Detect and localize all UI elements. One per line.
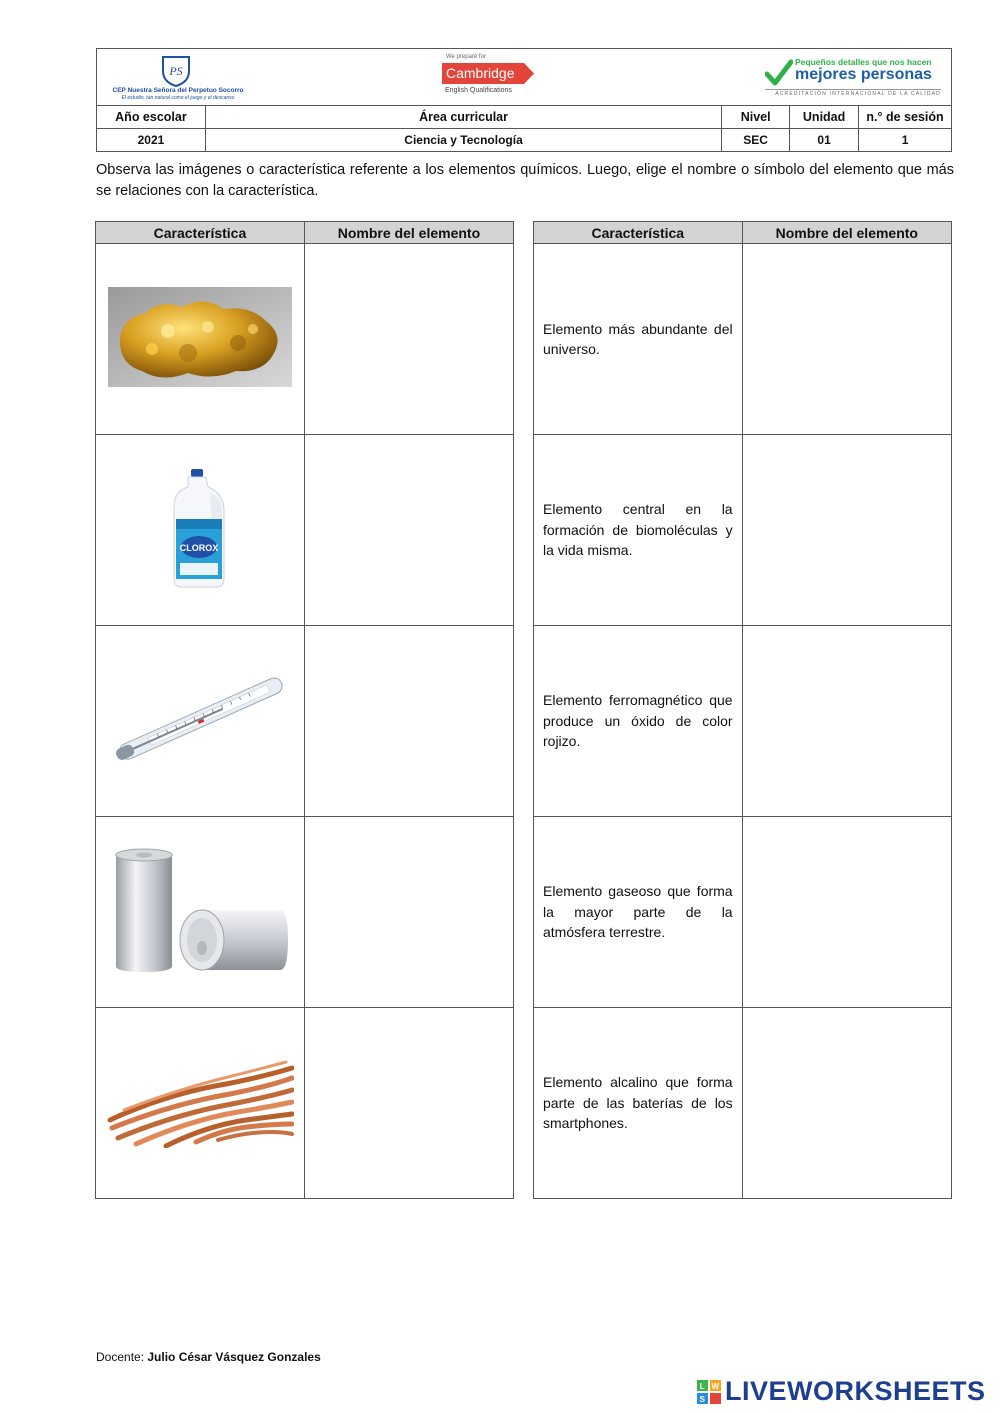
cambridge-logo <box>442 54 542 102</box>
left-header-element: Nombre del elemento <box>304 222 513 244</box>
badge-letter-w: W <box>711 1381 720 1391</box>
answer-cell[interactable] <box>742 626 951 817</box>
answer-cell[interactable] <box>304 626 513 817</box>
quality-logo <box>765 57 945 101</box>
unit-label: Unidad <box>790 106 859 129</box>
badge-letter-l: L <box>699 1381 706 1391</box>
area-label: Área curricular <box>205 106 721 129</box>
characteristic-cell <box>534 244 743 435</box>
characteristic-text: Elemento más abundante del universo. <box>543 320 733 357</box>
liveworksheets-text: LIVEWORKSHEETS <box>725 1376 986 1406</box>
copper-wires-image <box>106 1054 294 1148</box>
school-logo <box>103 53 253 103</box>
table-row <box>534 244 952 435</box>
answer-cell[interactable] <box>304 817 513 1008</box>
school-name: CEP Nuestra Señora del Perpetuo Socorro <box>112 87 244 94</box>
answer-cell[interactable] <box>304 244 513 435</box>
characteristic-text: Elemento alcalino que forma parte de las baterías de los smartphones. <box>543 1074 733 1132</box>
header <box>96 48 952 152</box>
thermometer-image <box>105 669 295 769</box>
characteristic-cell <box>96 244 305 435</box>
bleach-bottle-image <box>170 467 230 589</box>
answer-cell[interactable] <box>742 817 951 1008</box>
gold-nugget-image <box>108 287 292 387</box>
right-header-characteristic: Característica <box>534 222 743 244</box>
characteristic-cell <box>534 817 743 1008</box>
bleach-brand: CLOROX <box>179 542 219 553</box>
left-worksheet-table <box>95 221 514 1199</box>
school-motto: El estudio, tan natural como el juego y el descanso <box>121 95 235 101</box>
shield-icon <box>161 55 191 87</box>
table-row <box>96 626 514 817</box>
year-label: Año escolar <box>97 106 206 129</box>
characteristic-text: Elemento gaseoso que forma la mayor parte de la atmósfera terrestre. <box>543 883 733 941</box>
session-label: n.° de sesión <box>859 106 952 129</box>
cambridge-badge <box>442 63 534 84</box>
answer-cell[interactable] <box>742 1008 951 1199</box>
aluminum-cans-image <box>110 848 290 972</box>
right-worksheet-table <box>533 221 952 1199</box>
slogan-line-1: Pequeños detalles que nos hacen <box>795 57 932 67</box>
badge-letter-s: S <box>699 1394 706 1404</box>
right-header-element: Nombre del elemento <box>742 222 951 244</box>
teacher-footer <box>96 1350 321 1364</box>
table-row <box>96 1008 514 1199</box>
year-value: 2021 <box>97 129 206 152</box>
cambridge-sub: English Qualifications <box>445 87 512 94</box>
table-row <box>534 817 952 1008</box>
teacher-label: Docente: <box>96 1350 145 1364</box>
characteristic-cell <box>96 626 305 817</box>
characteristic-text: Elemento central en la formación de biomoléculas y la vida misma. <box>543 501 733 559</box>
checkmark-icon <box>765 59 793 87</box>
characteristic-cell <box>534 626 743 817</box>
slogan-line-2: mejores personas <box>795 66 932 83</box>
table-row <box>96 435 514 626</box>
liveworksheets-logo-icon <box>697 1380 721 1404</box>
svg-text:PS: PS <box>169 64 183 78</box>
session-value: 1 <box>859 129 952 152</box>
table-row <box>96 817 514 1008</box>
level-value: SEC <box>722 129 790 152</box>
cambridge-name: Cambridge <box>446 65 515 81</box>
characteristic-cell <box>96 1008 305 1199</box>
table-row <box>534 435 952 626</box>
instructions: Observa las imágenes o característica referente a los elementos químicos. Luego, elige el nombre o símbolo del elemento que más se relaciones con la característica. <box>96 162 954 199</box>
answer-cell[interactable] <box>304 1008 513 1199</box>
slogan-line-3: ACREDITACIÓN INTERNACIONAL DE LA CALIDAD <box>765 89 941 97</box>
header-info-table <box>96 105 952 152</box>
table-row <box>534 1008 952 1199</box>
characteristic-cell <box>534 435 743 626</box>
characteristic-cell <box>96 817 305 1008</box>
cambridge-tagline: We prepare for <box>446 54 486 60</box>
area-value: Ciencia y Tecnología <box>205 129 721 152</box>
characteristic-cell <box>534 1008 743 1199</box>
answer-cell[interactable] <box>742 435 951 626</box>
table-row <box>96 244 514 435</box>
answer-cell[interactable] <box>742 244 951 435</box>
table-row <box>534 626 952 817</box>
unit-value: 01 <box>790 129 859 152</box>
level-label: Nivel <box>722 106 790 129</box>
characteristic-text: Elemento ferromagnético que produce un óxido de color rojizo. <box>543 692 733 750</box>
teacher-name: Julio César Vásquez Gonzales <box>147 1350 321 1364</box>
left-header-characteristic: Característica <box>96 222 305 244</box>
liveworksheets-watermark <box>697 1376 986 1407</box>
answer-cell[interactable] <box>304 435 513 626</box>
header-logos <box>96 48 952 106</box>
characteristic-cell <box>96 435 305 626</box>
